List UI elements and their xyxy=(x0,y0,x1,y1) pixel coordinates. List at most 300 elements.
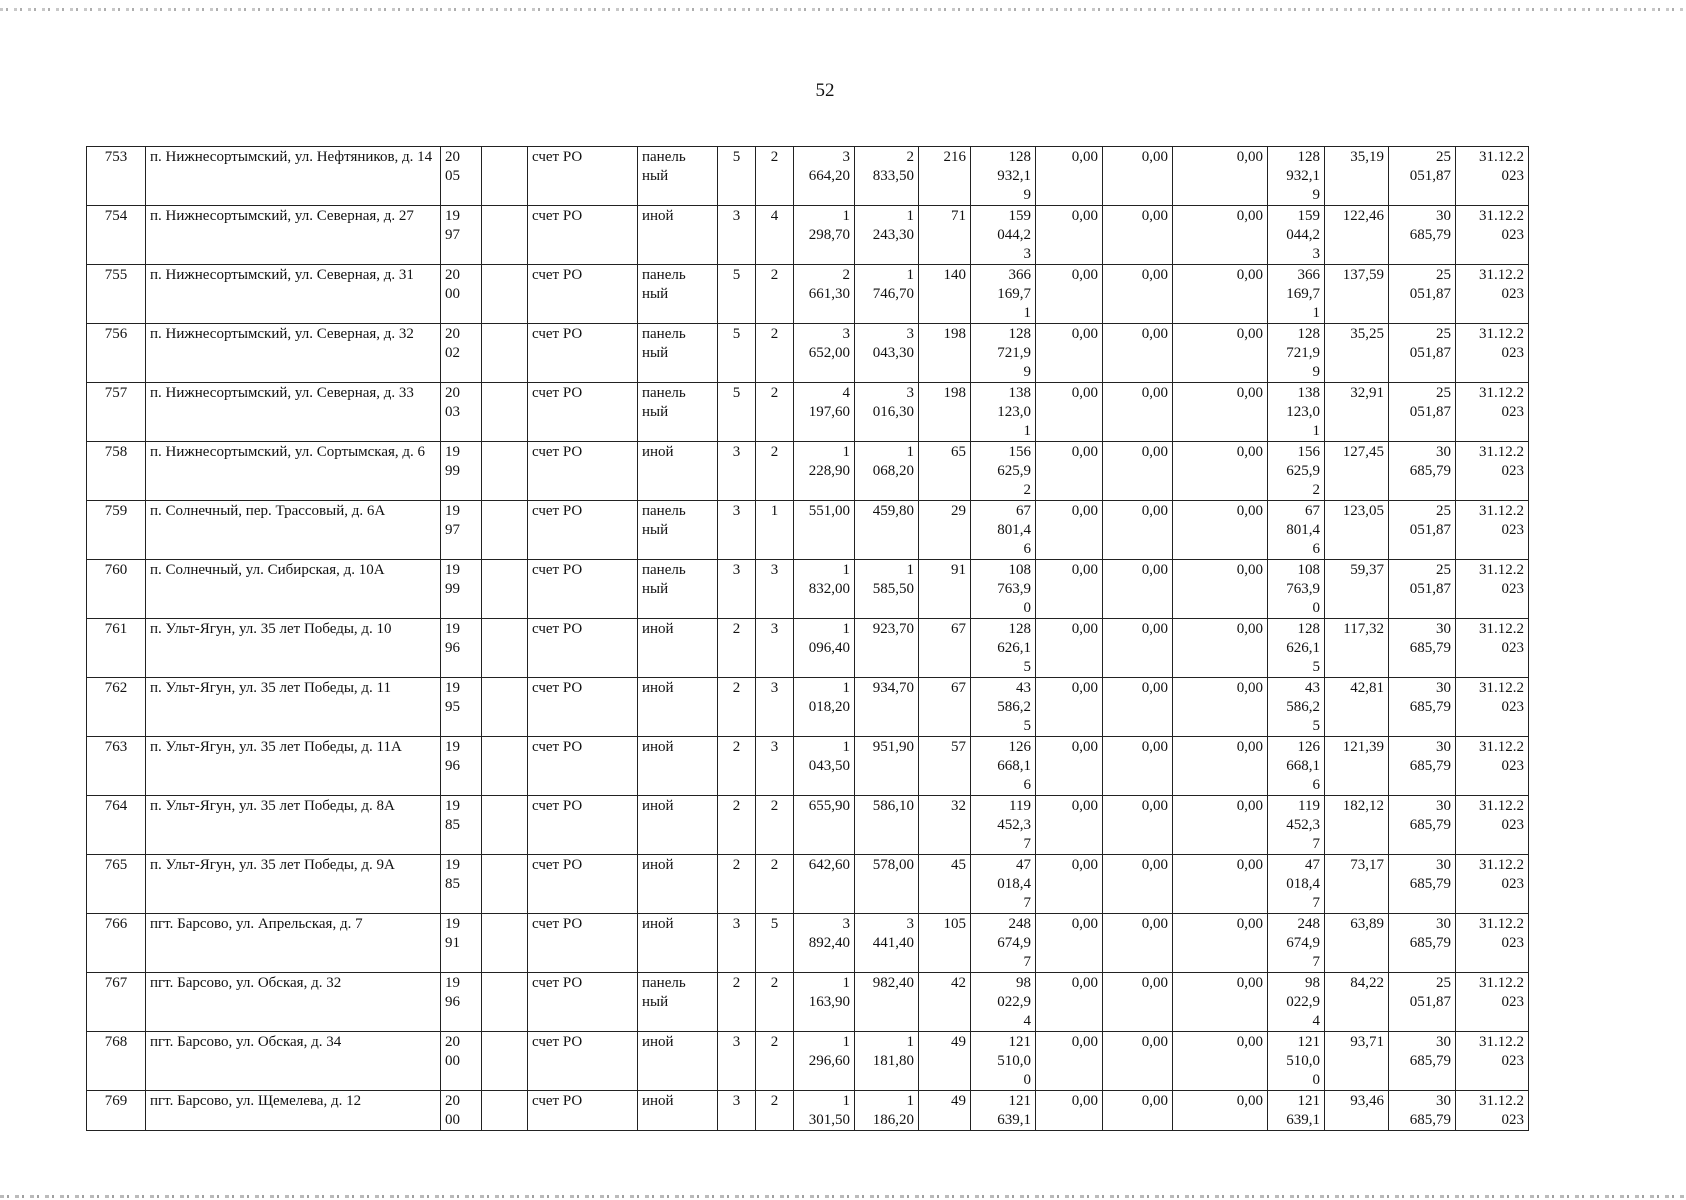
total-area-cell: 1 298,70 xyxy=(794,206,855,265)
living-area-cell: 1 746,70 xyxy=(855,265,919,324)
row-number: 763 xyxy=(87,737,146,796)
account-type-cell: счет РО xyxy=(528,1032,638,1091)
table-row xyxy=(87,560,1529,619)
row-number: 759 xyxy=(87,501,146,560)
residents-cell: 45 xyxy=(919,855,971,914)
wall-material-cell: панель ный xyxy=(638,265,718,324)
repair-cost-cell: 121 639,1 xyxy=(971,1091,1036,1131)
residents-cell: 65 xyxy=(919,442,971,501)
limit-cost-cell: 25 051,87 xyxy=(1389,501,1456,560)
table-row xyxy=(87,265,1529,324)
funding-regional-cell: 0,00 xyxy=(1103,206,1173,265)
year-cell: 20 00 xyxy=(441,265,482,324)
row-number: 757 xyxy=(87,383,146,442)
funding-regional-cell: 0,00 xyxy=(1103,1091,1173,1131)
year-cell: 19 99 xyxy=(441,442,482,501)
funding-regional-cell: 0,00 xyxy=(1103,973,1173,1032)
address-cell: п. Нижнесортымский, ул. Северная, д. 33 xyxy=(146,383,441,442)
empty-cell xyxy=(482,265,528,324)
cost-per-sqm-cell: 122,46 xyxy=(1325,206,1389,265)
funding-local-cell: 0,00 xyxy=(1173,206,1268,265)
table-row xyxy=(87,796,1529,855)
limit-cost-cell: 30 685,79 xyxy=(1389,737,1456,796)
funding-regional-cell: 0,00 xyxy=(1103,442,1173,501)
floors-cell: 5 xyxy=(718,147,756,206)
year-cell: 19 96 xyxy=(441,619,482,678)
funding-regional-cell: 0,00 xyxy=(1103,678,1173,737)
empty-cell xyxy=(482,442,528,501)
completion-date-cell: 31.12.2 023 xyxy=(1456,737,1529,796)
account-type-cell: счет РО xyxy=(528,442,638,501)
owners-funds-cell: 43 586,2 5 xyxy=(1268,678,1325,737)
entrances-cell: 3 xyxy=(756,619,794,678)
funding-local-cell: 0,00 xyxy=(1173,560,1268,619)
owners-funds-cell: 47 018,4 7 xyxy=(1268,855,1325,914)
scan-artifact-bottom xyxy=(0,1195,1686,1198)
row-number: 764 xyxy=(87,796,146,855)
table-row xyxy=(87,501,1529,560)
funding-regional-cell: 0,00 xyxy=(1103,855,1173,914)
completion-date-cell: 31.12.2 023 xyxy=(1456,442,1529,501)
completion-date-cell: 31.12.2 023 xyxy=(1456,147,1529,206)
repair-cost-cell: 248 674,9 7 xyxy=(971,914,1036,973)
total-area-cell: 2 661,30 xyxy=(794,265,855,324)
repair-cost-cell: 98 022,9 4 xyxy=(971,973,1036,1032)
residents-cell: 49 xyxy=(919,1032,971,1091)
limit-cost-cell: 30 685,79 xyxy=(1389,678,1456,737)
table-row xyxy=(87,855,1529,914)
row-number: 761 xyxy=(87,619,146,678)
repair-cost-cell: 108 763,9 0 xyxy=(971,560,1036,619)
floors-cell: 3 xyxy=(718,914,756,973)
entrances-cell: 5 xyxy=(756,914,794,973)
floors-cell: 5 xyxy=(718,324,756,383)
funding-regional-cell: 0,00 xyxy=(1103,914,1173,973)
table-row xyxy=(87,973,1529,1032)
address-cell: п. Нижнесортымский, ул. Северная, д. 27 xyxy=(146,206,441,265)
housing-registry-table xyxy=(86,146,1529,1131)
account-type-cell: счет РО xyxy=(528,147,638,206)
table-row xyxy=(87,914,1529,973)
owners-funds-cell: 119 452,3 7 xyxy=(1268,796,1325,855)
repair-cost-cell: 121 510,0 0 xyxy=(971,1032,1036,1091)
funding-local-cell: 0,00 xyxy=(1173,442,1268,501)
owners-funds-cell: 128 721,9 9 xyxy=(1268,324,1325,383)
owners-funds-cell: 138 123,0 1 xyxy=(1268,383,1325,442)
owners-funds-cell: 108 763,9 0 xyxy=(1268,560,1325,619)
entrances-cell: 2 xyxy=(756,147,794,206)
funding-regional-cell: 0,00 xyxy=(1103,383,1173,442)
row-number: 769 xyxy=(87,1091,146,1131)
funding-local-cell: 0,00 xyxy=(1173,973,1268,1032)
repair-cost-cell: 159 044,2 3 xyxy=(971,206,1036,265)
living-area-cell: 3 016,30 xyxy=(855,383,919,442)
total-area-cell: 1 096,40 xyxy=(794,619,855,678)
limit-cost-cell: 30 685,79 xyxy=(1389,619,1456,678)
address-cell: п. Нижнесортымский, ул. Сортымская, д. 6 xyxy=(146,442,441,501)
address-cell: п. Нижнесортымский, ул. Северная, д. 31 xyxy=(146,265,441,324)
address-cell: п. Ульт-Ягун, ул. 35 лет Победы, д. 8А xyxy=(146,796,441,855)
floors-cell: 2 xyxy=(718,855,756,914)
floors-cell: 3 xyxy=(718,560,756,619)
living-area-cell: 951,90 xyxy=(855,737,919,796)
row-number: 753 xyxy=(87,147,146,206)
cost-per-sqm-cell: 93,46 xyxy=(1325,1091,1389,1131)
funding-federal-cell: 0,00 xyxy=(1036,796,1103,855)
limit-cost-cell: 30 685,79 xyxy=(1389,1091,1456,1131)
account-type-cell: счет РО xyxy=(528,383,638,442)
completion-date-cell: 31.12.2 023 xyxy=(1456,383,1529,442)
empty-cell xyxy=(482,678,528,737)
account-type-cell: счет РО xyxy=(528,206,638,265)
table-row xyxy=(87,442,1529,501)
living-area-cell: 578,00 xyxy=(855,855,919,914)
address-cell: пгт. Барсово, ул. Апрельская, д. 7 xyxy=(146,914,441,973)
table-row xyxy=(87,678,1529,737)
total-area-cell: 1 832,00 xyxy=(794,560,855,619)
funding-local-cell: 0,00 xyxy=(1173,1091,1268,1131)
address-cell: пгт. Барсово, ул. Обская, д. 32 xyxy=(146,973,441,1032)
funding-federal-cell: 0,00 xyxy=(1036,1032,1103,1091)
limit-cost-cell: 30 685,79 xyxy=(1389,796,1456,855)
table-row xyxy=(87,737,1529,796)
empty-cell xyxy=(482,796,528,855)
cost-per-sqm-cell: 123,05 xyxy=(1325,501,1389,560)
owners-funds-cell: 128 932,1 9 xyxy=(1268,147,1325,206)
table-row xyxy=(87,619,1529,678)
entrances-cell: 1 xyxy=(756,501,794,560)
funding-federal-cell: 0,00 xyxy=(1036,1091,1103,1131)
cost-per-sqm-cell: 84,22 xyxy=(1325,973,1389,1032)
funding-federal-cell: 0,00 xyxy=(1036,737,1103,796)
completion-date-cell: 31.12.2 023 xyxy=(1456,619,1529,678)
limit-cost-cell: 30 685,79 xyxy=(1389,914,1456,973)
cost-per-sqm-cell: 42,81 xyxy=(1325,678,1389,737)
empty-cell xyxy=(482,737,528,796)
completion-date-cell: 31.12.2 023 xyxy=(1456,1032,1529,1091)
floors-cell: 2 xyxy=(718,973,756,1032)
empty-cell xyxy=(482,383,528,442)
total-area-cell: 551,00 xyxy=(794,501,855,560)
living-area-cell: 1 585,50 xyxy=(855,560,919,619)
account-type-cell: счет РО xyxy=(528,855,638,914)
residents-cell: 67 xyxy=(919,619,971,678)
entrances-cell: 2 xyxy=(756,1091,794,1131)
funding-local-cell: 0,00 xyxy=(1173,501,1268,560)
wall-material-cell: иной xyxy=(638,914,718,973)
cost-per-sqm-cell: 182,12 xyxy=(1325,796,1389,855)
entrances-cell: 4 xyxy=(756,206,794,265)
wall-material-cell: панель ный xyxy=(638,560,718,619)
total-area-cell: 3 652,00 xyxy=(794,324,855,383)
completion-date-cell: 31.12.2 023 xyxy=(1456,560,1529,619)
floors-cell: 5 xyxy=(718,383,756,442)
residents-cell: 49 xyxy=(919,1091,971,1131)
completion-date-cell: 31.12.2 023 xyxy=(1456,1091,1529,1131)
limit-cost-cell: 30 685,79 xyxy=(1389,855,1456,914)
empty-cell xyxy=(482,501,528,560)
residents-cell: 140 xyxy=(919,265,971,324)
row-number: 767 xyxy=(87,973,146,1032)
cost-per-sqm-cell: 117,32 xyxy=(1325,619,1389,678)
account-type-cell: счет РО xyxy=(528,737,638,796)
empty-cell xyxy=(482,1091,528,1131)
repair-cost-cell: 128 626,1 5 xyxy=(971,619,1036,678)
residents-cell: 29 xyxy=(919,501,971,560)
floors-cell: 5 xyxy=(718,265,756,324)
funding-regional-cell: 0,00 xyxy=(1103,265,1173,324)
address-cell: п. Ульт-Ягун, ул. 35 лет Победы, д. 11 xyxy=(146,678,441,737)
year-cell: 19 91 xyxy=(441,914,482,973)
funding-federal-cell: 0,00 xyxy=(1036,678,1103,737)
completion-date-cell: 31.12.2 023 xyxy=(1456,855,1529,914)
total-area-cell: 1 296,60 xyxy=(794,1032,855,1091)
empty-cell xyxy=(482,560,528,619)
total-area-cell: 1 018,20 xyxy=(794,678,855,737)
funding-federal-cell: 0,00 xyxy=(1036,914,1103,973)
residents-cell: 216 xyxy=(919,147,971,206)
address-cell: п. Ульт-Ягун, ул. 35 лет Победы, д. 10 xyxy=(146,619,441,678)
cost-per-sqm-cell: 59,37 xyxy=(1325,560,1389,619)
living-area-cell: 3 441,40 xyxy=(855,914,919,973)
account-type-cell: счет РО xyxy=(528,914,638,973)
funding-local-cell: 0,00 xyxy=(1173,147,1268,206)
funding-federal-cell: 0,00 xyxy=(1036,265,1103,324)
empty-cell xyxy=(482,1032,528,1091)
owners-funds-cell: 366 169,7 1 xyxy=(1268,265,1325,324)
wall-material-cell: иной xyxy=(638,678,718,737)
wall-material-cell: панель ный xyxy=(638,147,718,206)
funding-regional-cell: 0,00 xyxy=(1103,501,1173,560)
cost-per-sqm-cell: 93,71 xyxy=(1325,1032,1389,1091)
entrances-cell: 2 xyxy=(756,973,794,1032)
wall-material-cell: иной xyxy=(638,442,718,501)
cost-per-sqm-cell: 127,45 xyxy=(1325,442,1389,501)
living-area-cell: 923,70 xyxy=(855,619,919,678)
row-number: 754 xyxy=(87,206,146,265)
completion-date-cell: 31.12.2 023 xyxy=(1456,973,1529,1032)
limit-cost-cell: 25 051,87 xyxy=(1389,265,1456,324)
owners-funds-cell: 248 674,9 7 xyxy=(1268,914,1325,973)
wall-material-cell: панель ный xyxy=(638,324,718,383)
floors-cell: 3 xyxy=(718,1091,756,1131)
empty-cell xyxy=(482,914,528,973)
funding-federal-cell: 0,00 xyxy=(1036,324,1103,383)
address-cell: п. Нижнесортымский, ул. Нефтяников, д. 14 xyxy=(146,147,441,206)
floors-cell: 2 xyxy=(718,619,756,678)
owners-funds-cell: 67 801,4 6 xyxy=(1268,501,1325,560)
funding-local-cell: 0,00 xyxy=(1173,383,1268,442)
residents-cell: 198 xyxy=(919,383,971,442)
residents-cell: 91 xyxy=(919,560,971,619)
year-cell: 20 03 xyxy=(441,383,482,442)
wall-material-cell: иной xyxy=(638,737,718,796)
year-cell: 20 00 xyxy=(441,1091,482,1131)
repair-cost-cell: 119 452,3 7 xyxy=(971,796,1036,855)
cost-per-sqm-cell: 35,19 xyxy=(1325,147,1389,206)
address-cell: п. Ульт-Ягун, ул. 35 лет Победы, д. 9А xyxy=(146,855,441,914)
repair-cost-cell: 126 668,1 6 xyxy=(971,737,1036,796)
owners-funds-cell: 126 668,1 6 xyxy=(1268,737,1325,796)
row-number: 760 xyxy=(87,560,146,619)
limit-cost-cell: 25 051,87 xyxy=(1389,973,1456,1032)
living-area-cell: 1 243,30 xyxy=(855,206,919,265)
funding-federal-cell: 0,00 xyxy=(1036,560,1103,619)
account-type-cell: счет РО xyxy=(528,973,638,1032)
living-area-cell: 2 833,50 xyxy=(855,147,919,206)
account-type-cell: счет РО xyxy=(528,324,638,383)
empty-cell xyxy=(482,855,528,914)
total-area-cell: 3 664,20 xyxy=(794,147,855,206)
address-cell: пгт. Барсово, ул. Обская, д. 34 xyxy=(146,1032,441,1091)
repair-cost-cell: 128 932,1 9 xyxy=(971,147,1036,206)
living-area-cell: 586,10 xyxy=(855,796,919,855)
row-number: 756 xyxy=(87,324,146,383)
residents-cell: 32 xyxy=(919,796,971,855)
limit-cost-cell: 30 685,79 xyxy=(1389,442,1456,501)
residents-cell: 198 xyxy=(919,324,971,383)
living-area-cell: 982,40 xyxy=(855,973,919,1032)
entrances-cell: 2 xyxy=(756,265,794,324)
funding-local-cell: 0,00 xyxy=(1173,737,1268,796)
year-cell: 20 02 xyxy=(441,324,482,383)
year-cell: 19 85 xyxy=(441,855,482,914)
funding-regional-cell: 0,00 xyxy=(1103,1032,1173,1091)
wall-material-cell: иной xyxy=(638,796,718,855)
empty-cell xyxy=(482,324,528,383)
living-area-cell: 1 186,20 xyxy=(855,1091,919,1131)
funding-regional-cell: 0,00 xyxy=(1103,560,1173,619)
residents-cell: 67 xyxy=(919,678,971,737)
limit-cost-cell: 25 051,87 xyxy=(1389,560,1456,619)
funding-federal-cell: 0,00 xyxy=(1036,383,1103,442)
entrances-cell: 3 xyxy=(756,560,794,619)
funding-federal-cell: 0,00 xyxy=(1036,973,1103,1032)
floors-cell: 2 xyxy=(718,678,756,737)
cost-per-sqm-cell: 35,25 xyxy=(1325,324,1389,383)
floors-cell: 3 xyxy=(718,1032,756,1091)
entrances-cell: 2 xyxy=(756,442,794,501)
repair-cost-cell: 67 801,4 6 xyxy=(971,501,1036,560)
cost-per-sqm-cell: 63,89 xyxy=(1325,914,1389,973)
entrances-cell: 2 xyxy=(756,1032,794,1091)
row-number: 765 xyxy=(87,855,146,914)
table-body xyxy=(87,147,1529,1131)
limit-cost-cell: 25 051,87 xyxy=(1389,147,1456,206)
funding-regional-cell: 0,00 xyxy=(1103,796,1173,855)
table-row xyxy=(87,324,1529,383)
funding-local-cell: 0,00 xyxy=(1173,914,1268,973)
funding-regional-cell: 0,00 xyxy=(1103,737,1173,796)
completion-date-cell: 31.12.2 023 xyxy=(1456,324,1529,383)
completion-date-cell: 31.12.2 023 xyxy=(1456,914,1529,973)
living-area-cell: 934,70 xyxy=(855,678,919,737)
entrances-cell: 2 xyxy=(756,383,794,442)
limit-cost-cell: 30 685,79 xyxy=(1389,206,1456,265)
wall-material-cell: иной xyxy=(638,619,718,678)
total-area-cell: 655,90 xyxy=(794,796,855,855)
row-number: 766 xyxy=(87,914,146,973)
entrances-cell: 2 xyxy=(756,324,794,383)
table-row xyxy=(87,383,1529,442)
wall-material-cell: панель ный xyxy=(638,973,718,1032)
address-cell: пгт. Барсово, ул. Щемелева, д. 12 xyxy=(146,1091,441,1131)
floors-cell: 3 xyxy=(718,442,756,501)
address-cell: п. Ульт-Ягун, ул. 35 лет Победы, д. 11А xyxy=(146,737,441,796)
account-type-cell: счет РО xyxy=(528,1091,638,1131)
total-area-cell: 3 892,40 xyxy=(794,914,855,973)
funding-local-cell: 0,00 xyxy=(1173,855,1268,914)
total-area-cell: 4 197,60 xyxy=(794,383,855,442)
repair-cost-cell: 156 625,9 2 xyxy=(971,442,1036,501)
table-row xyxy=(87,147,1529,206)
living-area-cell: 3 043,30 xyxy=(855,324,919,383)
funding-federal-cell: 0,00 xyxy=(1036,855,1103,914)
year-cell: 19 85 xyxy=(441,796,482,855)
wall-material-cell: иной xyxy=(638,855,718,914)
year-cell: 19 96 xyxy=(441,973,482,1032)
funding-regional-cell: 0,00 xyxy=(1103,324,1173,383)
row-number: 758 xyxy=(87,442,146,501)
year-cell: 20 05 xyxy=(441,147,482,206)
total-area-cell: 1 228,90 xyxy=(794,442,855,501)
living-area-cell: 1 068,20 xyxy=(855,442,919,501)
year-cell: 19 99 xyxy=(441,560,482,619)
limit-cost-cell: 25 051,87 xyxy=(1389,324,1456,383)
total-area-cell: 1 301,50 xyxy=(794,1091,855,1131)
funding-local-cell: 0,00 xyxy=(1173,678,1268,737)
address-cell: п. Солнечный, ул. Сибирская, д. 10А xyxy=(146,560,441,619)
row-number: 768 xyxy=(87,1032,146,1091)
account-type-cell: счет РО xyxy=(528,560,638,619)
owners-funds-cell: 121 639,1 xyxy=(1268,1091,1325,1131)
completion-date-cell: 31.12.2 023 xyxy=(1456,265,1529,324)
floors-cell: 2 xyxy=(718,796,756,855)
entrances-cell: 3 xyxy=(756,737,794,796)
completion-date-cell: 31.12.2 023 xyxy=(1456,206,1529,265)
completion-date-cell: 31.12.2 023 xyxy=(1456,501,1529,560)
funding-federal-cell: 0,00 xyxy=(1036,147,1103,206)
funding-regional-cell: 0,00 xyxy=(1103,147,1173,206)
table-row xyxy=(87,1091,1529,1131)
account-type-cell: счет РО xyxy=(528,619,638,678)
wall-material-cell: иной xyxy=(638,1032,718,1091)
year-cell: 19 95 xyxy=(441,678,482,737)
repair-cost-cell: 43 586,2 5 xyxy=(971,678,1036,737)
year-cell: 19 96 xyxy=(441,737,482,796)
floors-cell: 3 xyxy=(718,206,756,265)
owners-funds-cell: 98 022,9 4 xyxy=(1268,973,1325,1032)
account-type-cell: счет РО xyxy=(528,501,638,560)
empty-cell xyxy=(482,973,528,1032)
table-row xyxy=(87,206,1529,265)
funding-local-cell: 0,00 xyxy=(1173,619,1268,678)
residents-cell: 42 xyxy=(919,973,971,1032)
year-cell: 19 97 xyxy=(441,501,482,560)
living-area-cell: 459,80 xyxy=(855,501,919,560)
completion-date-cell: 31.12.2 023 xyxy=(1456,796,1529,855)
wall-material-cell: иной xyxy=(638,206,718,265)
wall-material-cell: панель ный xyxy=(638,383,718,442)
wall-material-cell: иной xyxy=(638,1091,718,1131)
funding-local-cell: 0,00 xyxy=(1173,324,1268,383)
repair-cost-cell: 47 018,4 7 xyxy=(971,855,1036,914)
owners-funds-cell: 128 626,1 5 xyxy=(1268,619,1325,678)
repair-cost-cell: 138 123,0 1 xyxy=(971,383,1036,442)
residents-cell: 57 xyxy=(919,737,971,796)
funding-regional-cell: 0,00 xyxy=(1103,619,1173,678)
funding-federal-cell: 0,00 xyxy=(1036,206,1103,265)
